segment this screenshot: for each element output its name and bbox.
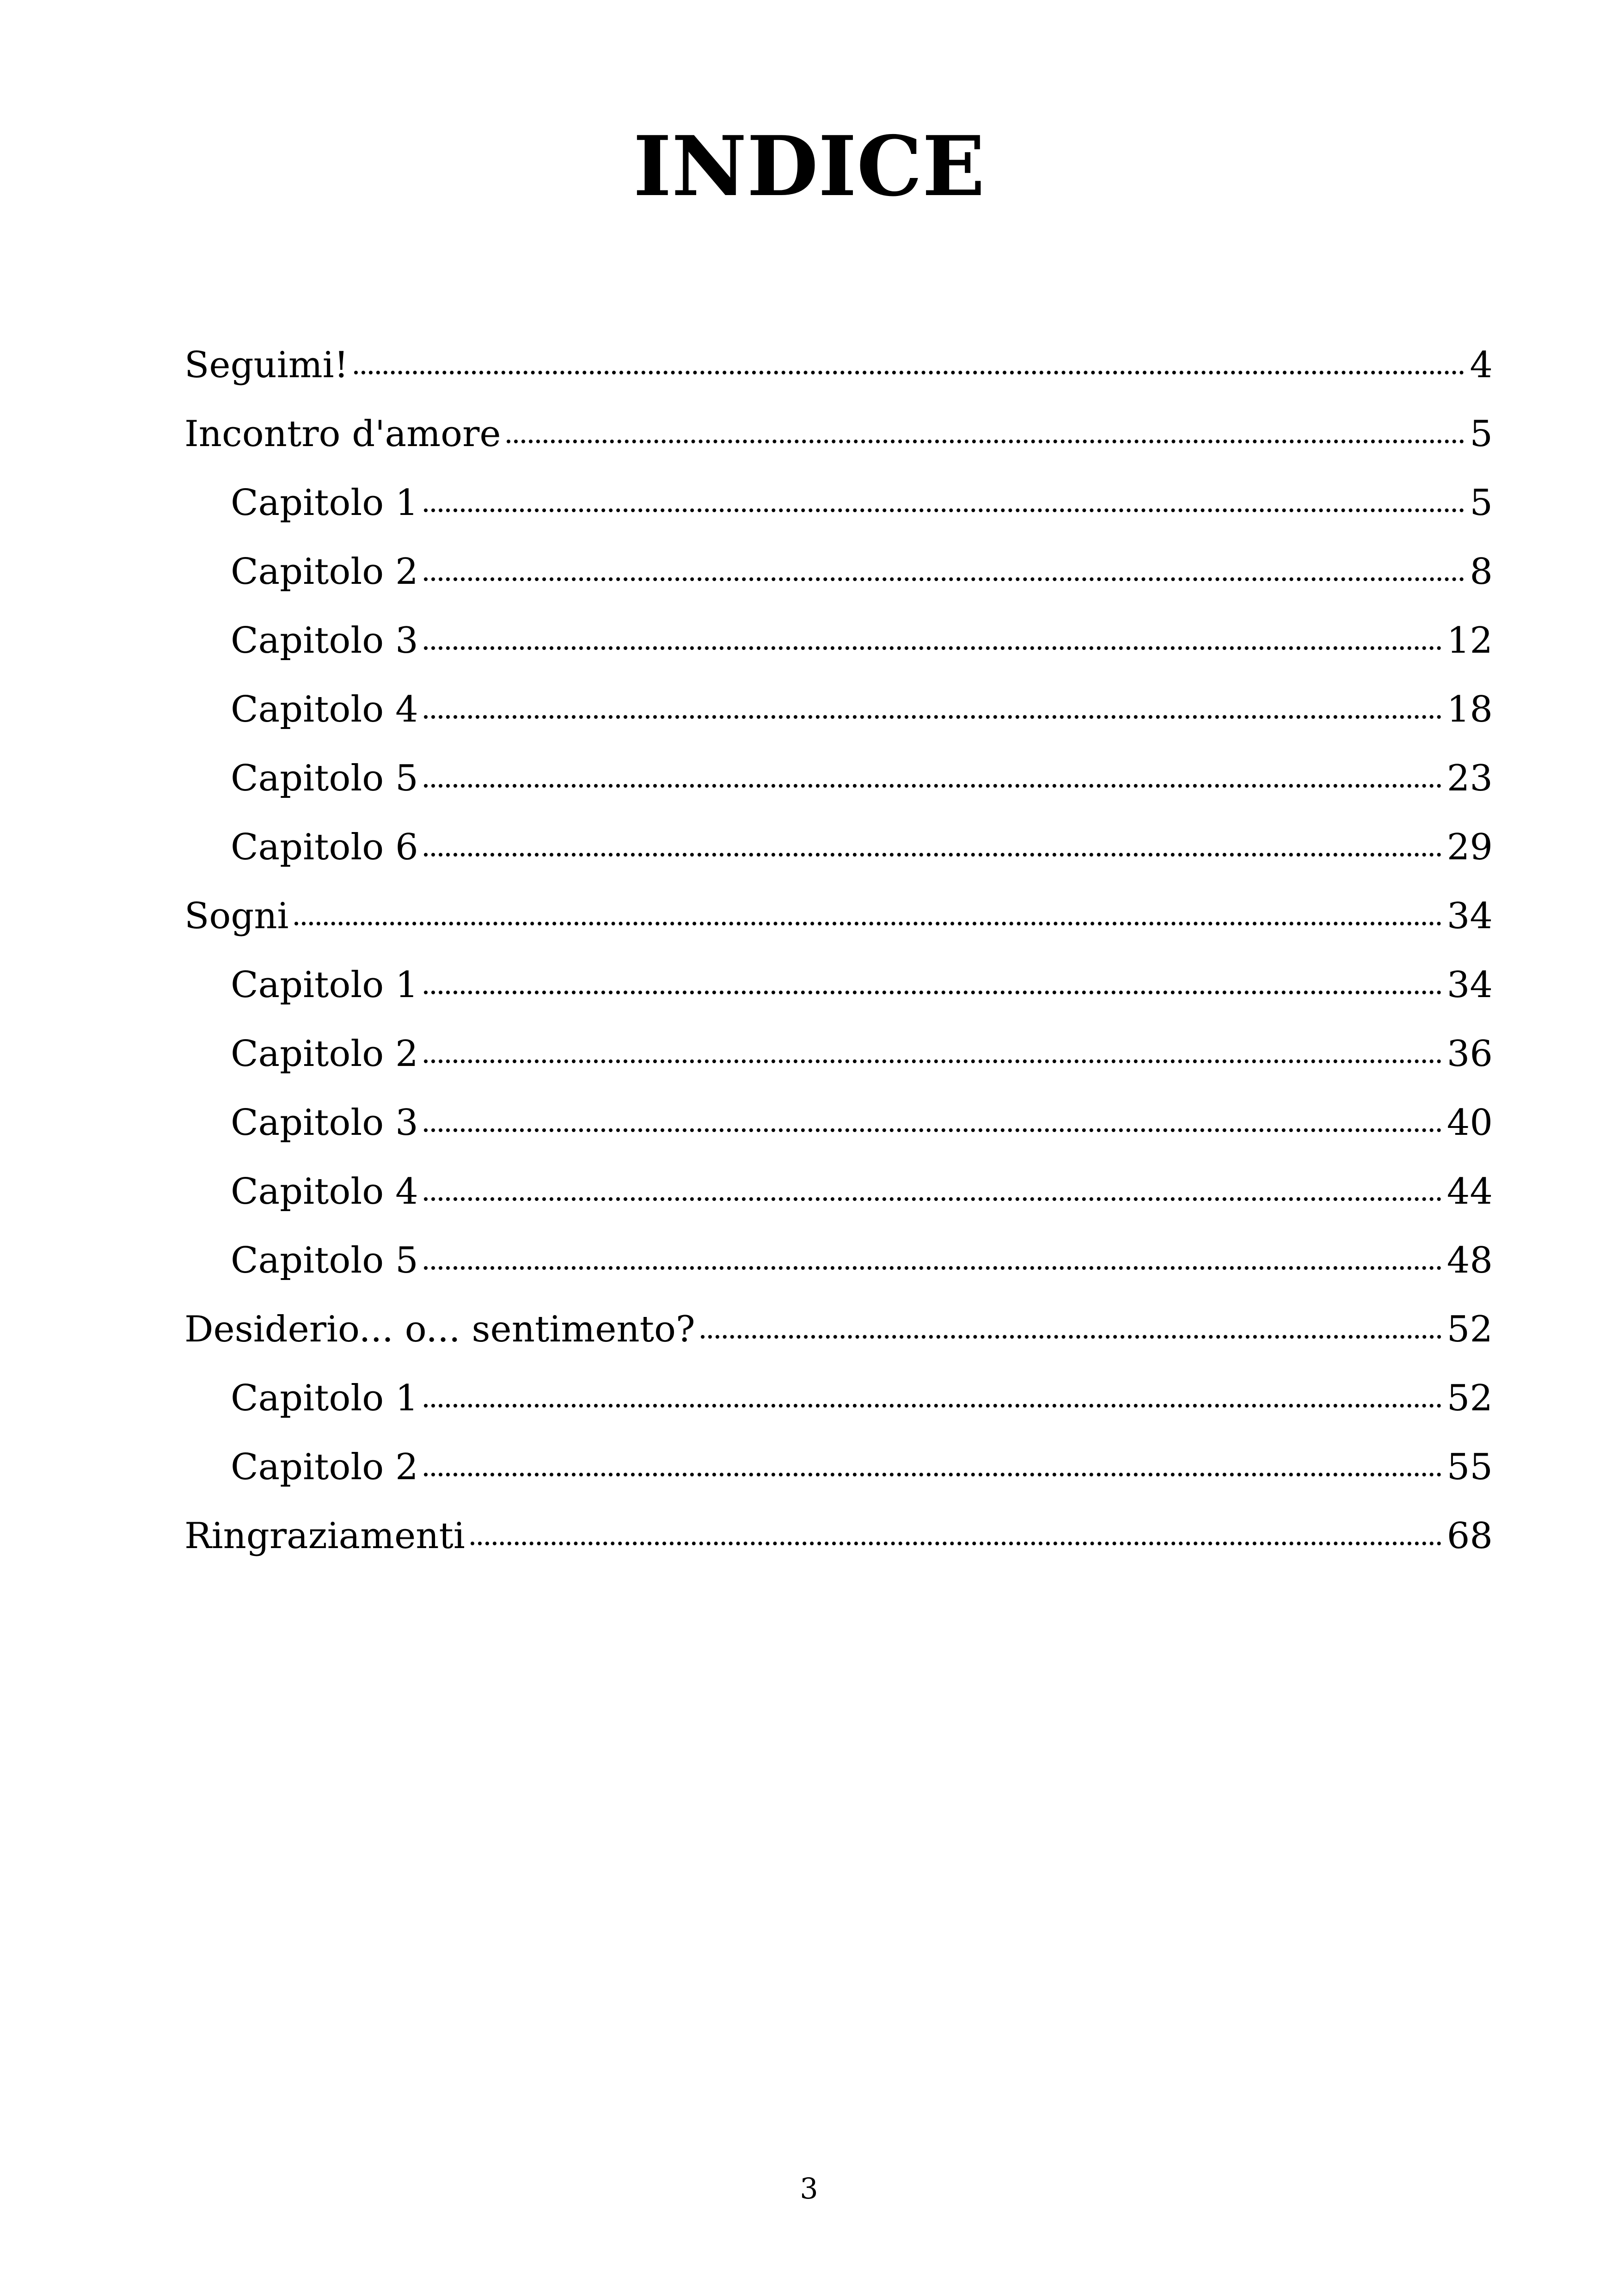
- toc-entry-incontro-capitolo-6[interactable]: [184, 820, 1493, 888]
- toc-dot-leader: [471, 1542, 1441, 1545]
- toc-entry-incontro-capitolo-3[interactable]: [184, 613, 1493, 682]
- toc-dot-leader: [424, 1128, 1441, 1132]
- toc-entry-page: 8: [1470, 551, 1493, 593]
- page-number: 3: [800, 2172, 818, 2205]
- toc-entry-label: Capitolo 1: [231, 482, 418, 524]
- toc-entry-sogni-capitolo-1[interactable]: [184, 957, 1493, 1026]
- toc-dot-leader: [424, 784, 1441, 788]
- toc-entry-label: Seguimi!: [184, 344, 349, 386]
- toc-entry-page: 34: [1446, 964, 1493, 1006]
- toc-entry-page: 55: [1446, 1446, 1493, 1488]
- toc-entry-page: 5: [1470, 413, 1493, 455]
- toc-dot-leader: [354, 371, 1464, 374]
- toc-dot-leader: [424, 1404, 1441, 1408]
- toc-dot-leader: [424, 508, 1465, 512]
- toc-entry-sogni-capitolo-3[interactable]: [184, 1095, 1493, 1164]
- toc-dot-leader: [424, 1266, 1441, 1270]
- toc-entry-incontro-d-amore[interactable]: [184, 406, 1493, 475]
- toc-entry-page: 52: [1446, 1378, 1493, 1419]
- toc-entry-incontro-capitolo-2[interactable]: [184, 544, 1493, 613]
- toc-dot-leader: [424, 1473, 1441, 1476]
- toc-entry-desiderio-capitolo-1[interactable]: [184, 1371, 1493, 1439]
- toc-entry-sogni-capitolo-2[interactable]: [184, 1026, 1493, 1095]
- toc-entry-page: 12: [1446, 620, 1493, 661]
- toc-entry-sogni-capitolo-4[interactable]: [184, 1164, 1493, 1233]
- toc-entry-label: Capitolo 6: [231, 827, 418, 868]
- toc-entry-label: Capitolo 3: [231, 620, 418, 661]
- toc-entry-page: 40: [1446, 1102, 1493, 1144]
- toc-entry-page: 44: [1446, 1171, 1493, 1212]
- toc-entry-desiderio-capitolo-2[interactable]: [184, 1439, 1493, 1508]
- toc-entry-ringraziamenti[interactable]: [184, 1508, 1493, 1577]
- toc-entry-label: Incontro d'amore: [184, 413, 501, 455]
- toc-entry-incontro-capitolo-1[interactable]: [184, 475, 1493, 544]
- toc-dot-leader: [424, 1197, 1441, 1201]
- toc-entry-label: Capitolo 2: [231, 551, 418, 593]
- toc-entry-label: Capitolo 3: [231, 1102, 418, 1144]
- toc-entry-sogni-capitolo-5[interactable]: [184, 1233, 1493, 1302]
- toc-entry-page: 4: [1470, 344, 1493, 386]
- toc-entry-sogni[interactable]: [184, 888, 1493, 957]
- toc-entry-label: Sogni: [184, 895, 289, 937]
- toc-entry-label: Desiderio... o... sentimento?: [184, 1309, 695, 1350]
- toc-dot-leader: [424, 1059, 1441, 1063]
- toc-entry-label: Capitolo 5: [231, 1240, 418, 1281]
- toc-dot-leader: [424, 715, 1441, 719]
- toc-entry-label: Capitolo 4: [231, 689, 418, 730]
- toc-entry-label: Ringraziamenti: [184, 1515, 465, 1557]
- toc-entry-page: 29: [1446, 827, 1493, 868]
- toc-entry-page: 68: [1446, 1515, 1493, 1557]
- toc-entry-incontro-capitolo-5[interactable]: [184, 751, 1493, 820]
- toc-entry-label: Capitolo 2: [231, 1033, 418, 1075]
- toc-entry-label: Capitolo 1: [231, 964, 418, 1006]
- toc-entry-page: 18: [1446, 689, 1493, 730]
- page-title: INDICE: [633, 118, 985, 214]
- toc-entry-label: Capitolo 5: [231, 758, 418, 799]
- toc-entry-desiderio-o-sentimento[interactable]: [184, 1302, 1493, 1371]
- toc-entry-page: 23: [1446, 758, 1493, 799]
- toc-entry-incontro-capitolo-4[interactable]: [184, 682, 1493, 751]
- toc-dot-leader: [701, 1335, 1441, 1339]
- table-of-contents: [184, 337, 1493, 1577]
- toc-dot-leader: [424, 991, 1441, 994]
- toc-entry-label: Capitolo 1: [231, 1378, 418, 1419]
- toc-entry-label: Capitolo 4: [231, 1171, 418, 1212]
- toc-dot-leader: [424, 577, 1465, 581]
- toc-dot-leader: [424, 853, 1441, 857]
- toc-dot-leader: [294, 922, 1441, 925]
- toc-entry-page: 48: [1446, 1240, 1493, 1281]
- toc-dot-leader: [507, 440, 1465, 443]
- toc-entry-seguimi[interactable]: [184, 337, 1493, 406]
- toc-dot-leader: [424, 646, 1441, 650]
- toc-entry-page: 5: [1470, 482, 1493, 524]
- toc-entry-page: 34: [1446, 895, 1493, 937]
- toc-entry-label: Capitolo 2: [231, 1446, 418, 1488]
- toc-entry-page: 36: [1446, 1033, 1493, 1075]
- toc-entry-page: 52: [1446, 1309, 1493, 1350]
